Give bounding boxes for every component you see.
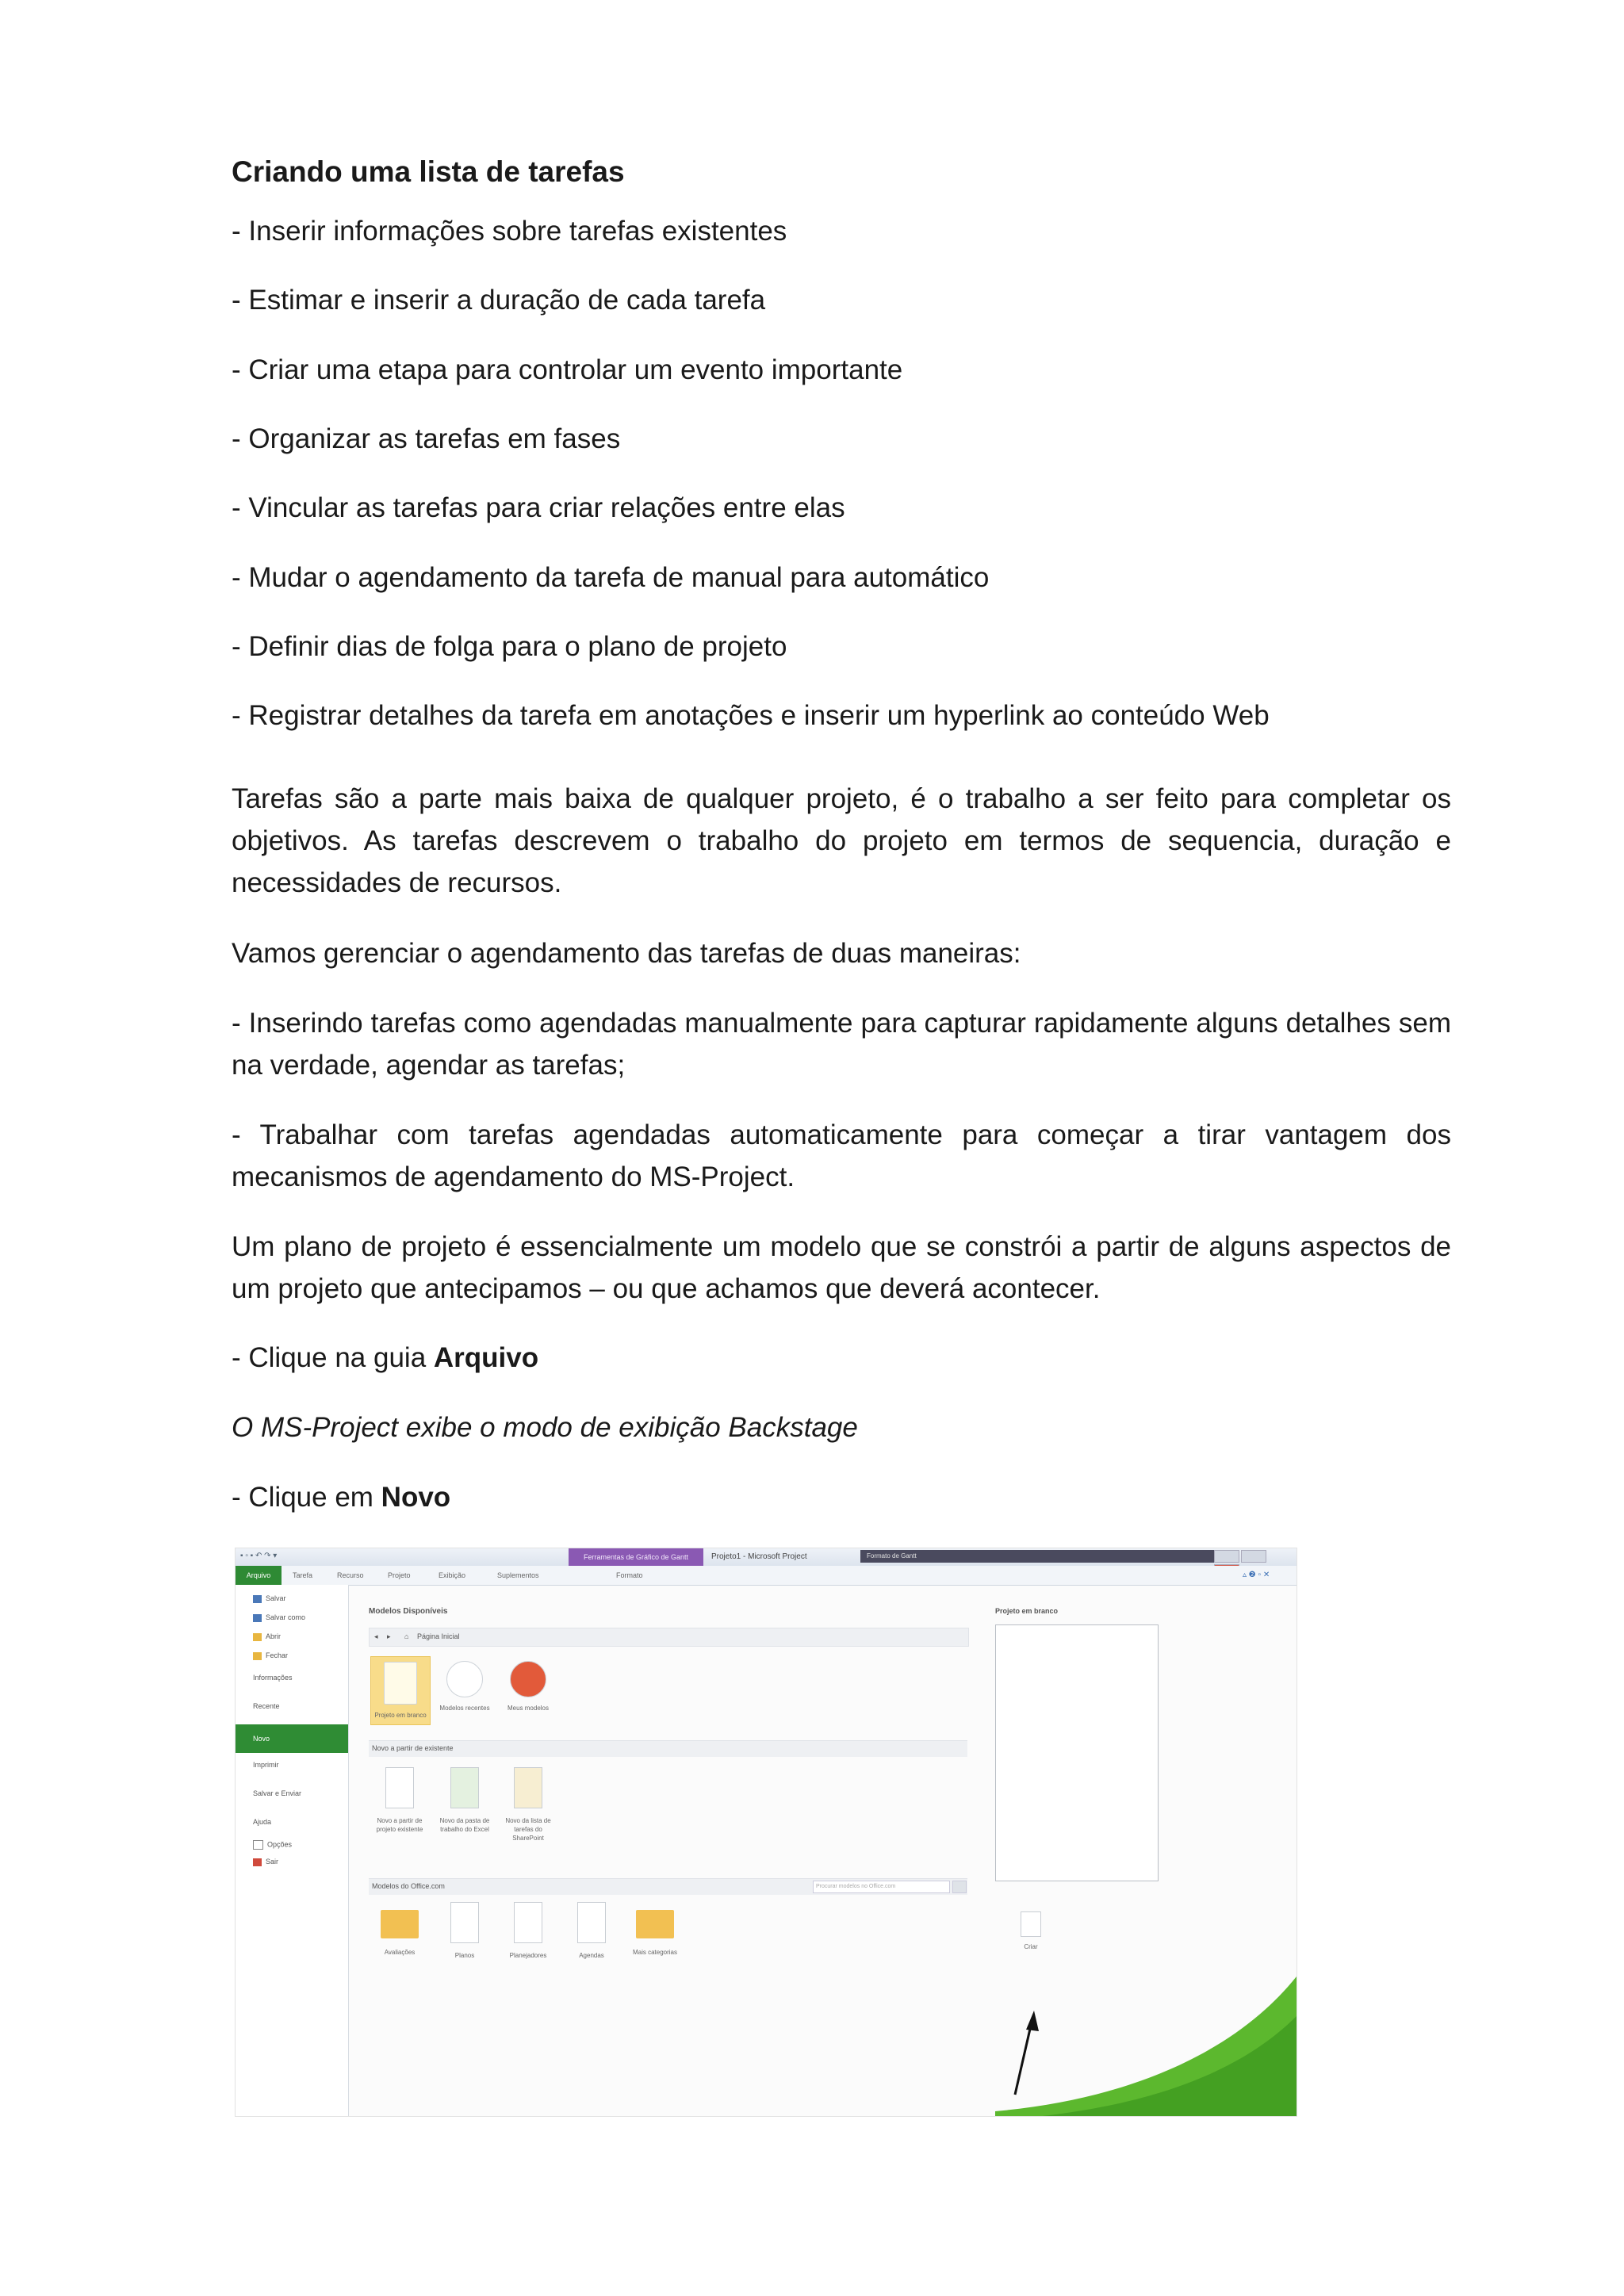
section-heading: Criando uma lista de tarefas bbox=[232, 155, 625, 188]
sidebar-item-ajuda[interactable]: Ajuda bbox=[253, 1818, 272, 1826]
sidebar-item-label: Opções bbox=[267, 1840, 293, 1849]
create-label: Criar bbox=[1024, 1943, 1038, 1950]
section-label: Modelos do Office.com bbox=[372, 1882, 445, 1890]
available-templates-title: Modelos Disponíveis bbox=[369, 1607, 448, 1616]
tile-label: Novo a partir de projeto existente bbox=[376, 1817, 423, 1833]
tab-suplementos[interactable]: Suplementos bbox=[497, 1571, 539, 1579]
bullet-item: - Estimar e inserir a duração de cada tarefa bbox=[232, 285, 766, 316]
instruction-text: - Clique em bbox=[232, 1482, 381, 1513]
sidebar-item-label: Fechar bbox=[266, 1651, 289, 1659]
tile-label: Meus modelos bbox=[507, 1705, 550, 1712]
window-title: Projeto1 - Microsoft Project bbox=[711, 1552, 807, 1561]
bullet-item: - Organizar as tarefas em fases bbox=[232, 423, 621, 454]
tile-label: Agendas bbox=[579, 1952, 604, 1959]
bullet-item: - Mudar o agendamento da tarefa de manual para automático bbox=[232, 562, 990, 593]
bullet-item: - Vincular as tarefas para criar relações entre elas bbox=[232, 492, 845, 523]
tile-label: Avaliações bbox=[384, 1949, 416, 1956]
office-search-input[interactable]: Procurar modelos no Office.com bbox=[813, 1881, 950, 1893]
sidebar-item-recente[interactable]: Recente bbox=[253, 1702, 280, 1710]
tile-label: Novo da pasta de trabalho do Excel bbox=[439, 1817, 490, 1833]
tile-label: Planejadores bbox=[509, 1952, 547, 1959]
instruction-text: - Clique na guia bbox=[232, 1342, 434, 1373]
tab-projeto[interactable]: Projeto bbox=[388, 1571, 411, 1579]
paragraph-tasks: Tarefas são a parte mais baixa de qualquer projeto, é o trabalho a ser feito para completar os objetivos. As tarefas descrevem o trabalho do projeto em termos de sequencia, duração e necessidades de recursos. bbox=[232, 783, 1451, 898]
tile-label: Modelos recentes bbox=[439, 1705, 490, 1712]
bullet-item: - Criar uma etapa para controlar um evento importante bbox=[232, 354, 903, 385]
paragraph-manual: - Inserindo tarefas como agendadas manualmente para capturar rapidamente alguns detalhes sem na verdade, agendar as tarefas; bbox=[232, 1008, 1451, 1081]
back-icon[interactable]: ◂ bbox=[374, 1632, 378, 1640]
help-icon[interactable]: ▵ ❷ ▫ ✕ bbox=[1243, 1571, 1270, 1579]
sidebar-item-novo[interactable]: Novo bbox=[236, 1724, 348, 1753]
sidebar-item-label: Abrir bbox=[266, 1632, 282, 1640]
quick-access-toolbar[interactable]: ▪ ▫ ▪ ↶ ↷ ▾ bbox=[240, 1552, 278, 1560]
instruction-keyword: Arquivo bbox=[433, 1342, 539, 1373]
instruction-keyword: Novo bbox=[381, 1482, 451, 1513]
status-strip: Formato de Gantt bbox=[860, 1550, 1216, 1563]
tile-label: Mais categorias bbox=[632, 1949, 678, 1956]
tile-label: Projeto em branco bbox=[374, 1712, 427, 1719]
sidebar-item-imprimir[interactable]: Imprimir bbox=[253, 1761, 279, 1769]
sidebar-item-informacoes[interactable]: Informações bbox=[253, 1674, 293, 1682]
tile-label: Novo da lista de tarefas do SharePoint bbox=[505, 1817, 551, 1842]
paragraph-plan: Um plano de projeto é essencialmente um modelo que se constrói a partir de alguns aspectos de um projeto que antecipamos – ou que achamos que deverá acontecer. bbox=[232, 1231, 1451, 1304]
tab-recurso[interactable]: Recurso bbox=[337, 1571, 364, 1579]
paragraph-two-ways: Vamos gerenciar o agendamento das tarefas de duas maneiras: bbox=[232, 938, 1021, 969]
sidebar-item-label: Salvar como bbox=[266, 1613, 306, 1621]
bullet-item: - Definir dias de folga para o plano de projeto bbox=[232, 631, 787, 662]
tile-label: Planos bbox=[454, 1952, 475, 1959]
bullet-item: - Inserir informações sobre tarefas existentes bbox=[232, 216, 787, 247]
forward-icon[interactable]: ▸ bbox=[387, 1632, 391, 1640]
home-icon[interactable]: ⌂ bbox=[404, 1632, 409, 1640]
sidebar-item-label: Sair bbox=[266, 1858, 279, 1866]
context-tab[interactable]: Ferramentas de Gráfico de Gantt bbox=[569, 1548, 703, 1566]
sidebar-item-label: Salvar bbox=[266, 1594, 286, 1602]
tab-arquivo[interactable]: Arquivo bbox=[236, 1566, 282, 1585]
tab-exibicao[interactable]: Exibição bbox=[439, 1571, 466, 1579]
note-backstage: O MS-Project exibe o modo de exibição Backstage bbox=[232, 1412, 858, 1443]
preview-title: Projeto em branco bbox=[995, 1607, 1059, 1615]
section-label: Novo a partir de existente bbox=[372, 1744, 454, 1752]
tab-formato[interactable]: Formato bbox=[616, 1571, 643, 1579]
sidebar-item-salvar-enviar[interactable]: Salvar e Enviar bbox=[253, 1789, 302, 1797]
bullet-item: - Registrar detalhes da tarefa em anotações e inserir um hyperlink ao conteúdo Web bbox=[232, 700, 1270, 731]
tab-tarefa[interactable]: Tarefa bbox=[293, 1571, 313, 1579]
nav-home-label[interactable]: Página Inicial bbox=[417, 1632, 460, 1640]
paragraph-automatic: - Trabalhar com tarefas agendadas automaticamente para começar a tirar vantagem dos mecanismos de agendamento do MS-Project. bbox=[232, 1119, 1451, 1192]
